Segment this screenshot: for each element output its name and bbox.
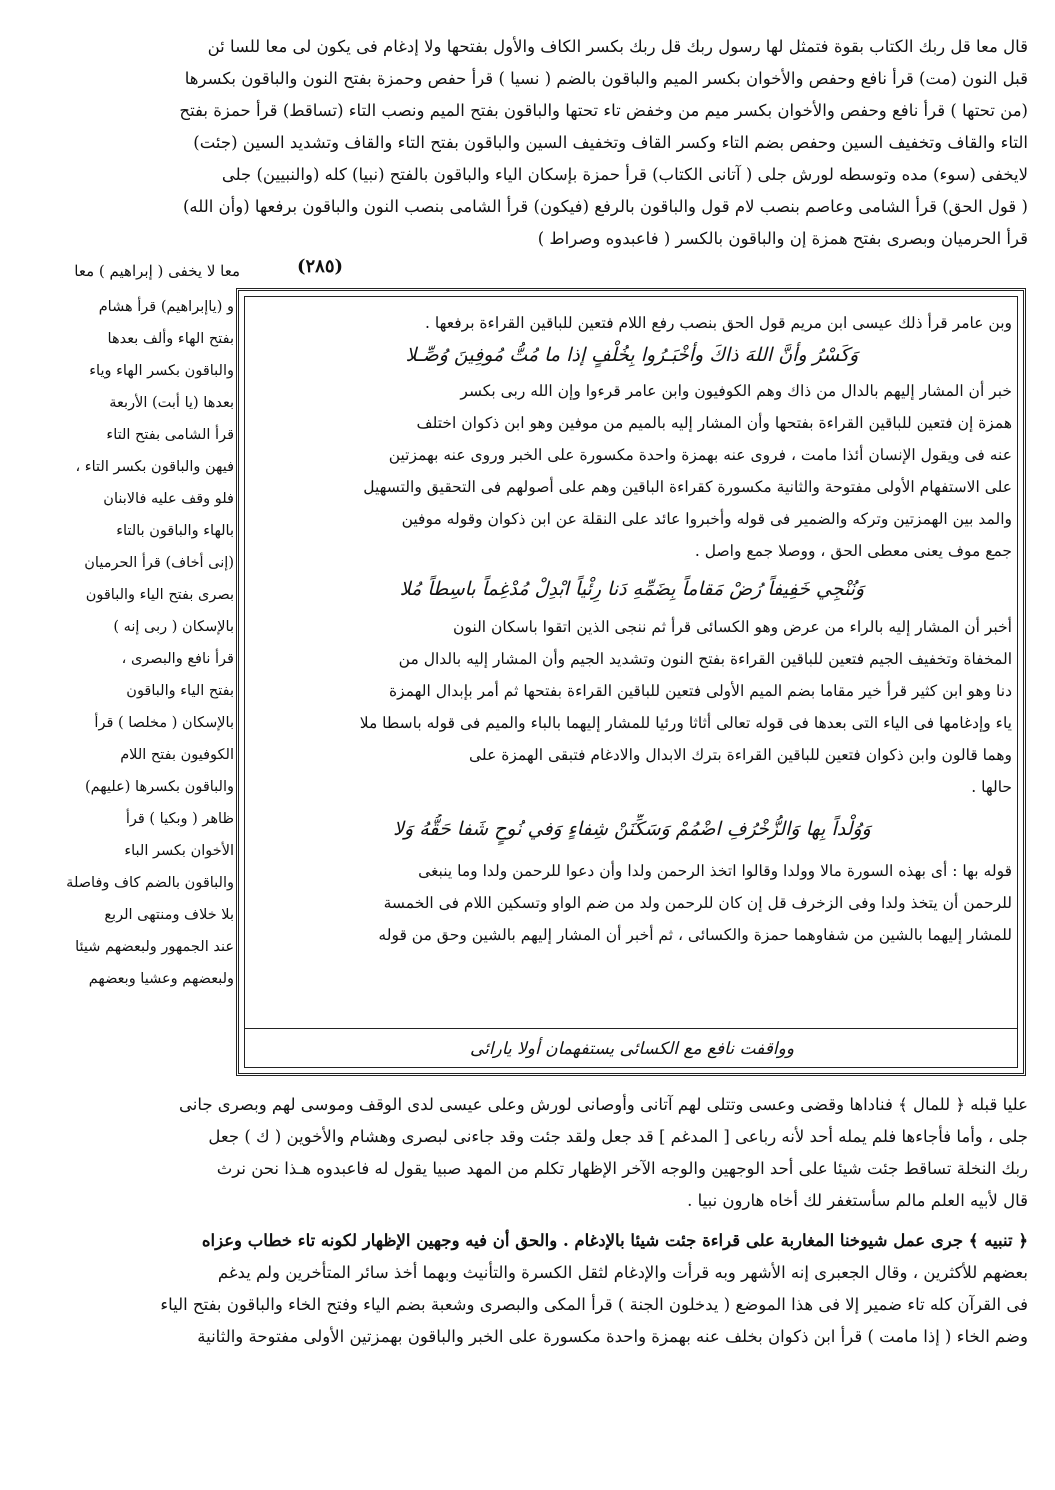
- margin-line: بالهاء والباقون بالتاء: [116, 523, 234, 539]
- margin-line: بعدها (يا أبت) الأربعة: [109, 395, 234, 411]
- bottom-text-line: فى القرآن كله تاء ضمير إلا فى هذا الموضع ( يدخلون الجنة ) قرأ المكى والبصرى وشعبة بضم الياء وفتح الخاء والباقون بفتح الياء: [160, 1295, 1028, 1314]
- top-right-tail: معا لا يخفى ( إبراهيم ) معا: [74, 262, 240, 280]
- margin-line: قرأ الشامى بفتح التاء: [106, 427, 234, 443]
- margin-line: الكوفيون بفتح اللام: [120, 747, 234, 763]
- box-line: المخفاة وتخفيف الجيم فتعين للباقين القراءة بفتح النون وتشديد الجيم وأن المشار إليه بالدال من: [398, 650, 1012, 668]
- margin-line: عند الجمهور ولبعضهم شيئا: [75, 939, 234, 955]
- box-line: أخبر أن المشار إليه بالراء من عرض وهو الكسائى قرأ ثم ننجى الذين اتقوا باسكان النون: [453, 618, 1012, 636]
- box-line: ياء وإدغامها فى الياء التى بعدها فى قوله تعالى أثاثا ورئيا للمشار إليهما بالباء والميم فى قوله باسطا ملا: [359, 714, 1012, 732]
- margin-line: والباقون بكسرها (عليهم): [84, 779, 234, 795]
- margin-line: والباقون بكسر الهاء وياء: [89, 363, 234, 379]
- bottom-text-line: قال لأبيه العلم مالم سأستغفر لك أخاه هارون نبيا .: [687, 1191, 1028, 1210]
- margin-line: قرأ نافع والبصرى ،: [121, 651, 234, 667]
- margin-line: والباقون بالضم كاف وفاصلة: [66, 875, 234, 891]
- top-text-line: لايخفى (سوء) مده وتوسطه لورش جلى ( آتانى الكتاب) قرأ حمزة بإسكان الياء والباقون بالفتح (نبيا) كله (والنبيين) جلى: [221, 165, 1028, 184]
- bottom-text-line: جلى ، وأما فأجاءها فلم يمله أحد لأنه رباعى [ المدغم ] قد جعل ولقد جئت وقد جاءنى لبصرى وهشام والأخوين ( ك ) جعل: [208, 1127, 1028, 1146]
- box-footer-verse: وواقفت نافع مع الكسائى يستفهمان أولا يارائى: [469, 1039, 795, 1059]
- box-line: وهما قالون وابن ذكوان فتعين للباقين القراءة بترك الابدال والادغام فتبقى الهمزة على: [469, 746, 1012, 764]
- box-line: جمع موف يعنى معطى الحق ، ووصلا جمع واصل .: [694, 542, 1012, 560]
- box-line: همزة إن فتعين للباقين القراءة بفتحها وأن المشار إليه بالميم من موفين وهو ابن ذكوان اختلف: [416, 414, 1012, 432]
- margin-line: بصرى بفتح الياء والباقون: [85, 587, 234, 603]
- box-line: للرحمن أن يتخذ ولدا وفى الزخرف قل إن كان للرحمن ولد من ضم الواو وتسكين اللام فى الخمسة: [383, 894, 1012, 912]
- box-line: دنا وهو ابن كثير قرأ خير مقاما بضم الميم الأولى فتعين للباقين القراءة بفتحها ثم أمر بإبدال الهمزة: [388, 682, 1012, 700]
- top-text-line: ( قول الحق) قرأ الشامى وعاصم بنصب لام قول والباقون بالرفع (فيكون) قرأ الشامى بنصب النون والباقون برفعها (وأن الله): [182, 197, 1028, 216]
- margin-line: بفتح الهاء وألف بعدها: [107, 331, 234, 347]
- margin-line: ظاهر ( وبكيا ) قرأ: [125, 811, 234, 827]
- box-verse: وَنُنْجِي خَفِيفاً رُضْ مَقاماً بِضَمِّهِ دَنا رِئْياً ابْدِلْ مُدْغِماً باسِطاً مُلا: [399, 578, 865, 600]
- page-number: (٢٨٥): [296, 256, 344, 277]
- top-text-line: التاء والقاف وتخفيف السين وحفص بضم التاء وكسر القاف وتخفيف السين والباقون بفتح التاء والقاف وتشديد السين (جئت): [193, 133, 1028, 152]
- margin-line: فلو وقف عليه فالابنان: [103, 491, 234, 507]
- box-verse: وَكَسْرُ وأنَّ اللهَ ذاكَ وأخْبَـرُوا بِخُلْفٍ إذا ما مُتُّ مُوفِينَ وُصِّـلا: [405, 344, 859, 366]
- bottom-text-line: ربك النخلة تساقط جئت شيئا على أحد الوجهين والوجه الآخر الإظهار تكلم من المهد صبيا يقول له فاعبدوه هـذا نحن نرث: [216, 1159, 1028, 1178]
- margin-line: بالإسكان ( مخلصا ) قرأ: [94, 715, 234, 731]
- box-line: حالها .: [971, 778, 1012, 796]
- bottom-text-line: وضم الخاء ( إذا مامت ) قرأ ابن ذكوان بخلف عنه بهمزة واحدة مكسورة على الخبر والباقون بهمزتين الأولى مفتوحة والثانية: [197, 1327, 1028, 1346]
- margin-line: بالإسكان ( ربى إنه ): [113, 619, 234, 635]
- box-verse: وَوُلْداً بِها وَالزُّخْرُفِ اضْمُمْ وَسَكِّنَنْ شِفاءٍ وَفي نُوحٍ شَفا حَقُّهُ وَلا: [393, 818, 871, 840]
- box-line: عنه فى ويقول الإنسان أئذا مامت ، فروى عنه بهمزة واحدة مكسورة على الخبر وروى عنه بهمزتين: [388, 446, 1012, 464]
- margin-line: بفتح الياء والباقون: [126, 683, 234, 699]
- top-text-line: قبل النون (مت) قرأ نافع وحفص والأخوان بكسر الميم والباقون بالضم ( نسيا ) قرأ حفص وحمزة بفتح النون والباقون بكسرها: [184, 69, 1028, 88]
- margin-line: بلا خلاف ومنتهى الربع: [104, 907, 234, 923]
- box-line: خبر أن المشار إليهم بالدال من ذاك وهم الكوفيون وابن عامر قرءوا وإن الله ربى بكسر: [460, 382, 1012, 400]
- top-text-line: قرأ الحرميان وبصرى بفتح همزة إن والباقون بالكسر ( فاعبدوه وصراط ): [537, 229, 1028, 248]
- box-line: وبن عامر قرأ ذلك عيسى ابن مريم قول الحق بنصب رفع اللام فتعين للباقين القراءة برفعها .: [425, 314, 1012, 332]
- margin-line: و (ياإبراهيم) قرأ هشام: [98, 299, 234, 315]
- box-divider: [244, 1028, 1018, 1029]
- top-text-line: قال معا قل ربك الكتاب بقوة فتمثل لها رسول ربك قل ربك بكسر الكاف والأول بفتحها ولا إدغام فى يكون لى معا للسا ئن: [207, 37, 1028, 56]
- box-line: للمشار إليهما بالشين من شفاوهما حمزة والكسائى ، ثم أخبر أن المشار إليهم بالشين وحق من قوله: [378, 926, 1012, 944]
- bottom-text-line: عليا قبله ﴿ للمال ﴾ فناداها وقضى وعسى وتتلى لهم آتانى وأوصانى لورش وعلى عيسى لدى الوقف وموسى لهم وبصرى جانى: [178, 1095, 1028, 1114]
- box-line: والمد بين الهمزتين وتركه والضمير فى قوله وأخبروا عائد على النقلة عن ابن ذكوان وقوله موفين: [401, 510, 1012, 528]
- margin-line: ولبعضهم وعشيا وبعضهم: [88, 971, 234, 987]
- margin-line: فيهن والباقون بكسر التاء ،: [75, 459, 234, 475]
- box-line: على الاستفهام الأولى مفتوحة والثانية مكسورة كقراءة الباقين وهم على أصولهم فى التحقيق والتسهيل: [363, 478, 1012, 496]
- bottom-text-line: ﴿ تنبيه ﴾ جرى عمل شيوخنا المغاربة على قراءة جئت شيئا بالإدغام . والحق أن فيه وجهين الإظهار لكونه تاء خطاب وعزاه: [201, 1231, 1028, 1250]
- margin-line: الأخوان بكسر الباء: [124, 843, 234, 859]
- top-text-line: (من تحتها ) قرأ نافع وحفص والأخوان بكسر ميم من وخفض تاء تحتها والباقون بفتح الميم ونصب التاء (تساقط) قرأ حمزة بفتح: [179, 101, 1028, 120]
- margin-line: (إنى أخاف) قرأ الحرميان: [84, 555, 234, 571]
- box-line: قوله بها : أى بهذه السورة مالا وولدا وقالوا اتخذ الرحمن ولدا وأن دعوا للرحمن ولدا وما ينبغى: [418, 862, 1012, 880]
- bottom-text-line: بعضهم للأكثرين ، وقال الجعبرى إنه الأشهر وبه قرأت والإدغام لثقل الكسرة والتأنيث وبهما أخذ سائر المتأخرين ولم يدغم: [217, 1263, 1028, 1282]
